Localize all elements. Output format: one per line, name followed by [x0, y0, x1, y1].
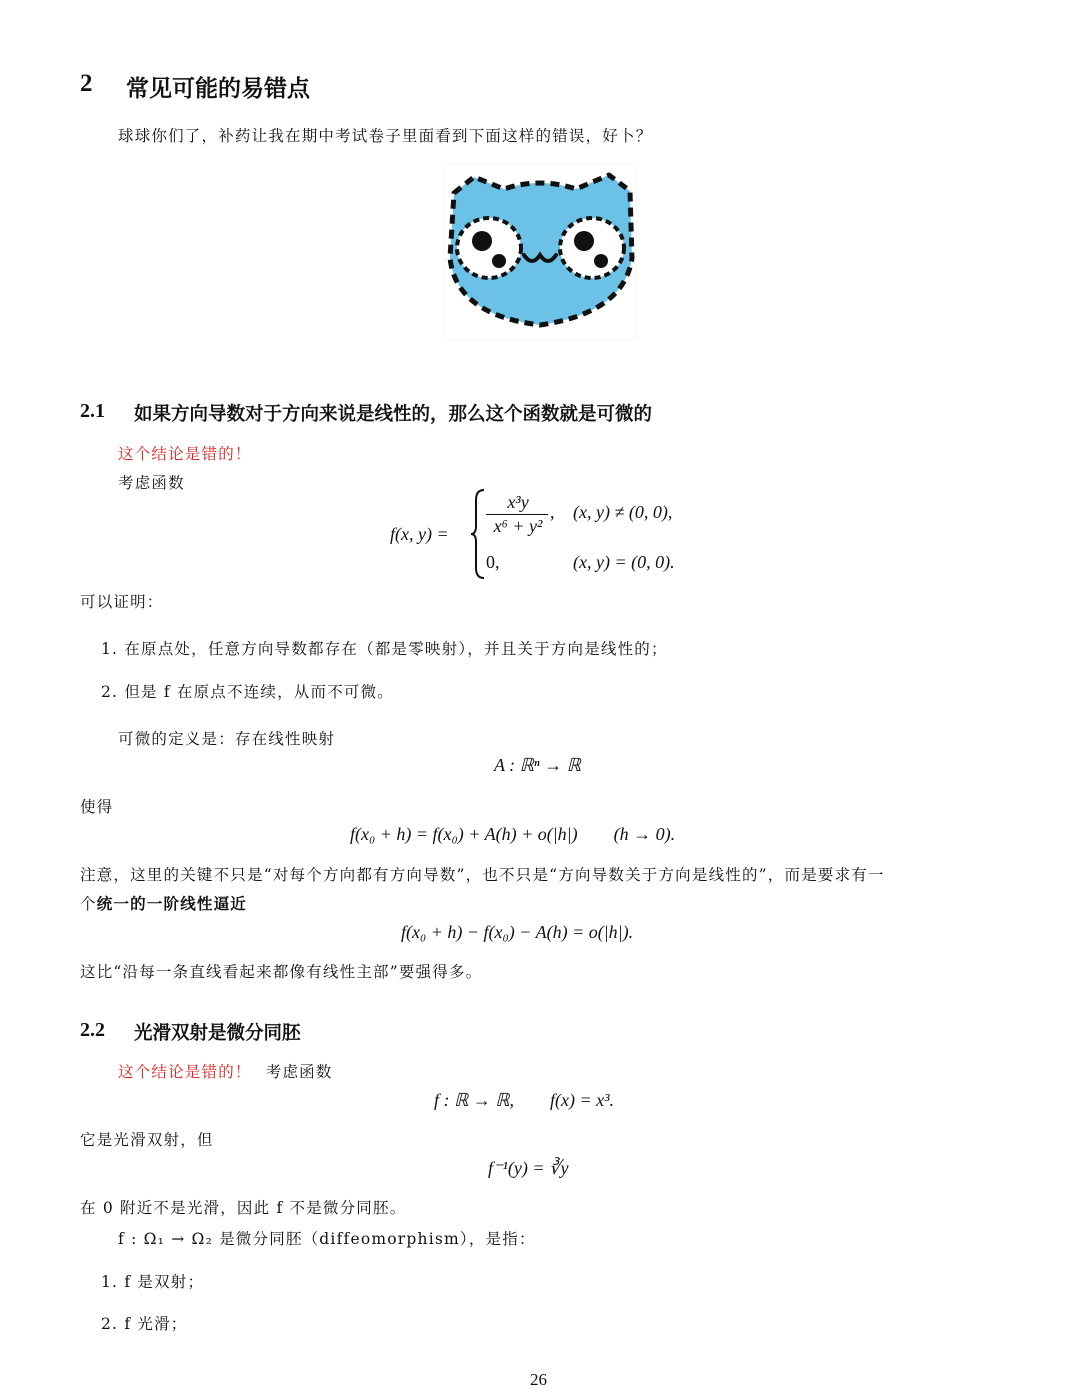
- not-smooth-text: 在 0 附近不是光滑，因此 f 不是微分同胚。: [80, 1199, 407, 1217]
- case2-value: 0,: [486, 552, 500, 572]
- section-number: 2: [80, 70, 93, 97]
- note-bold: 统一的一阶线性逼近: [96, 894, 248, 913]
- wrong-conclusion: 这个结论是错的！: [118, 445, 252, 463]
- conclusion-text: 这比“沿每一条直线看起来都像有线性主部”要强得多。: [80, 963, 483, 981]
- cube-function: f : ℝ → ℝ, f(x) = x³.: [434, 1090, 615, 1110]
- intro-text: 球球你们了，补药让我在期中考试卷子里面看到下面这样的错误，好卜？: [118, 127, 653, 145]
- subsection-number: 2.1: [80, 400, 105, 422]
- wrong-line: [118, 1060, 333, 1082]
- fraction-bar: [486, 514, 548, 515]
- approximation-equation: f(x₀ + h) − f(x₀) − A(h) = o(|h|).: [401, 922, 634, 942]
- list-item: 2. 但是 f 在原点不连续，从而不可微。: [101, 683, 395, 701]
- formula-lhs: f(x, y) =: [390, 524, 449, 544]
- note-text: 注意，这里的关键不只是“对每个方向都有方向导数”，也不只是“方向导数关于方向是线性的”，而是要求有一: [80, 866, 885, 884]
- linear-map: A : ℝⁿ → ℝ: [494, 755, 581, 775]
- can-prove-text: 可以证明：: [80, 593, 164, 611]
- note-text-2: [80, 892, 247, 914]
- subsection-number: 2.2: [80, 1019, 105, 1041]
- section-title: 常见可能的易错点: [126, 76, 310, 102]
- note-prefix: 个: [80, 895, 97, 913]
- case1-condition: (x, y) ≠ (0, 0),: [573, 502, 673, 522]
- list-item: 1. f 是双射；: [101, 1273, 205, 1291]
- consider-text: 考虑函数: [118, 474, 185, 492]
- list-item: 2. f 光滑；: [101, 1315, 188, 1333]
- smooth-bijection-text: 它是光滑双射，但: [80, 1131, 214, 1149]
- case1-denominator: x⁶ + y²: [493, 516, 543, 536]
- diffeomorphism-definition: f : Ω₁ → Ω₂ 是微分同胚（diffeomorphism），是指：: [118, 1230, 536, 1248]
- differentiability-equation: f(x₀ + h) = f(x₀) + A(h) + o(|h|) (h → 0).: [350, 824, 676, 844]
- case1-numerator: x³y: [507, 492, 529, 512]
- case2-condition: (x, y) = (0, 0).: [573, 552, 675, 572]
- consider-text: 考虑函数: [265, 1063, 333, 1081]
- such-that-text: 使得: [80, 798, 114, 816]
- blue-cat-crying-icon: [444, 163, 637, 340]
- comma: ,: [550, 502, 555, 522]
- list-item: 1. 在原点处，任意方向导数都存在（都是零映射），并且关于方向是线性的；: [101, 640, 668, 658]
- subsection-title: 光滑双射是微分同胚: [134, 1023, 301, 1044]
- page-number: 26: [530, 1370, 547, 1389]
- wrong-conclusion: 这个结论是错的！: [118, 1063, 252, 1081]
- left-brace-icon: [470, 488, 486, 580]
- inverse-function: f⁻¹(y) = ∛y: [488, 1158, 569, 1178]
- mascot-image: [444, 163, 637, 340]
- subsection-title: 如果方向导数对于方向来说是线性的，那么这个函数就是可微的: [134, 404, 653, 425]
- definition-text: 可微的定义是：存在线性映射: [118, 730, 336, 748]
